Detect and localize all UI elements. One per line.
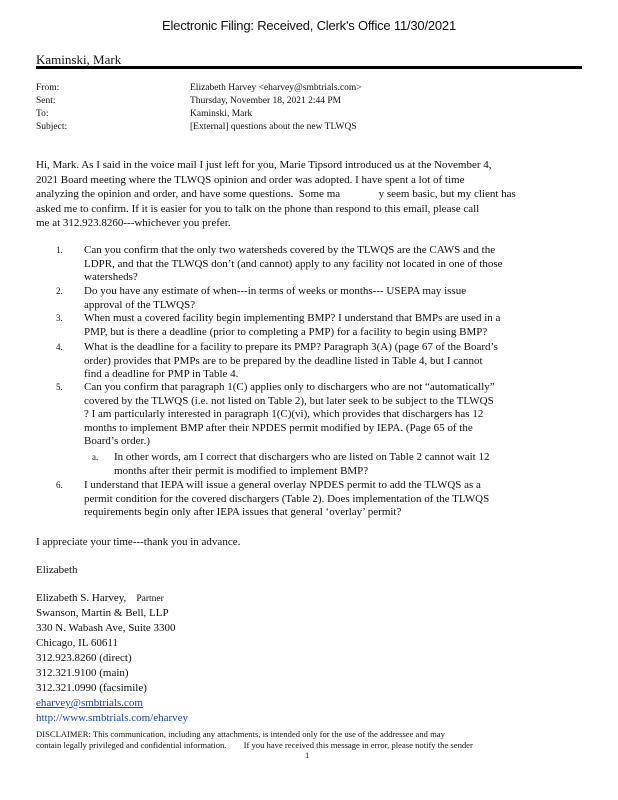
signature-name: Elizabeth S. Harvey, xyxy=(36,592,127,604)
header-label: To: xyxy=(36,109,49,119)
intro-line: 2021 Board meeting where the TLWQS opinion and order was adopted. I have spent a lot of time xyxy=(36,173,465,186)
address-city: Chicago, IL 60611 xyxy=(36,637,118,649)
intro-line: analyzing the opinion and order, and have some questions. Some ma y seem basic, but my client has xyxy=(36,188,516,200)
disclaimer xyxy=(36,729,596,751)
question-line: PMP, but is there a deadline (prior to completing a PMP) for a facility to begin using BMP? xyxy=(84,325,488,338)
question-line: What is the deadline for a facility to prepare its PMP? Paragraph 3(A) (page 67 of the Board’s xyxy=(84,341,498,353)
question-line: LDPR, and that the TLWQS don’t (and cannot) apply to any facility not located in one of those xyxy=(84,257,503,270)
intro-line: Hi, Mark. As I said in the voice mail I just left for you, Marie Tipsord introduced us at the November 4, xyxy=(36,159,492,171)
filing-stamp: Electronic Filing: Received, Clerk's Office 11/30/2021 xyxy=(162,18,456,33)
question-line: In other words, am I correct that dischargers who are listed on Table 2 cannot wait 12 xyxy=(114,451,490,463)
header-label: From: xyxy=(36,83,60,93)
question-line: Can you confirm that the only two watersheds covered by the TLWQS are the CAWS and the xyxy=(84,244,496,256)
list-number: 1. xyxy=(56,245,63,255)
list-number: 5. xyxy=(56,382,63,392)
question-line: Can you confirm that paragraph 1(C) applies only to dischargers who are not “automatically” xyxy=(84,381,495,393)
question-line: approval of the TLWQS? xyxy=(84,298,196,311)
page-number: 1 xyxy=(305,750,310,760)
question-line: find a deadline for PMP in Table 4. xyxy=(84,368,239,380)
header-value: Thursday, November 18, 2021 2:44 PM xyxy=(190,96,342,106)
firm-name: Swanson, Martin & Bell, LLP xyxy=(36,607,169,619)
signoff: Elizabeth xyxy=(36,564,78,576)
list-number: 4. xyxy=(56,342,63,352)
question-line: permit condition for the covered dischargers (Table 2). Does implementation of the TLWQS xyxy=(84,492,490,505)
list-number: 3. xyxy=(56,313,63,323)
header-label: Sent: xyxy=(36,96,56,106)
question-line: I understand that IEPA will issue a general overlay NPDES permit to add the TLWQS as a xyxy=(84,479,481,491)
signature-role: Partner xyxy=(136,594,164,604)
email-link[interactable]: eharvey@smbtrials.com xyxy=(36,697,143,709)
sender-name: Kaminski, Mark xyxy=(36,52,122,67)
question-line: ? I am particularly interested in paragraph 1(C)(vi), which provides that dischargers has 12 xyxy=(84,408,484,420)
thanks-line: I appreciate your time---thank you in advance. xyxy=(36,536,241,548)
intro-line: me at 312.923.8260---whichever you prefer. xyxy=(36,217,231,229)
question-line: requirements begin only after IEPA issues that general ‘overlay’ permit? xyxy=(84,506,402,518)
question-line: watersheds? xyxy=(84,271,138,283)
question-line: months to implement BMP after their NPDES permit modified by IEPA. (Page 65 of the xyxy=(84,421,473,434)
intro-paragraph xyxy=(36,158,576,231)
phone-main: 312.321.9100 (main) xyxy=(36,667,129,679)
header-value: [External] questions about the new TLWQS xyxy=(190,122,357,132)
question-line: months after their permit is modified to implement BMP? xyxy=(114,464,369,477)
header-label: Subject: xyxy=(36,122,68,132)
header-value: Elizabeth Harvey <eharvey@smbtrials.com> xyxy=(190,83,362,93)
disclaimer-line: contain legally privileged and confidential information. If you have received this message in error, please notify the sender xyxy=(36,740,473,750)
disclaimer-line: DISCLAIMER: This communication, including any attachments, is intended only for the use of the addressee and may xyxy=(36,729,445,739)
header-rule xyxy=(36,66,582,69)
phone-fax: 312.321.0990 (facsimile) xyxy=(36,682,147,694)
phone-direct: 312.923.8260 (direct) xyxy=(36,652,132,664)
question-line: covered by the TLWQS (i.e. not listed on Table 2), but later seek to be subject to the TLWQS xyxy=(84,394,494,407)
question-line: order) provides that PMPs are to be prepared by the deadline listed in Table 4, but I cannot xyxy=(84,354,483,367)
question-line: Board’s order.) xyxy=(84,435,150,447)
question-line: When must a covered facility begin implementing BMP? I understand that BMPs are used in a xyxy=(84,312,501,324)
list-number: 2. xyxy=(56,286,63,296)
website-link[interactable]: http://www.smbtrials.com/eharvey xyxy=(36,712,189,724)
signature-block xyxy=(36,591,188,726)
list-number: 6. xyxy=(56,480,63,490)
question-line: Do you have any estimate of when---in terms of weeks or months--- USEPA may issue xyxy=(84,285,467,297)
header-value: Kaminski, Mark xyxy=(190,109,253,119)
address-street: 330 N. Wabash Ave, Suite 3300 xyxy=(36,622,176,634)
list-letter: a. xyxy=(92,452,99,462)
intro-line: asked me to confirm. If it is easier for you to talk on the phone than respond to this email, please call xyxy=(36,202,480,215)
